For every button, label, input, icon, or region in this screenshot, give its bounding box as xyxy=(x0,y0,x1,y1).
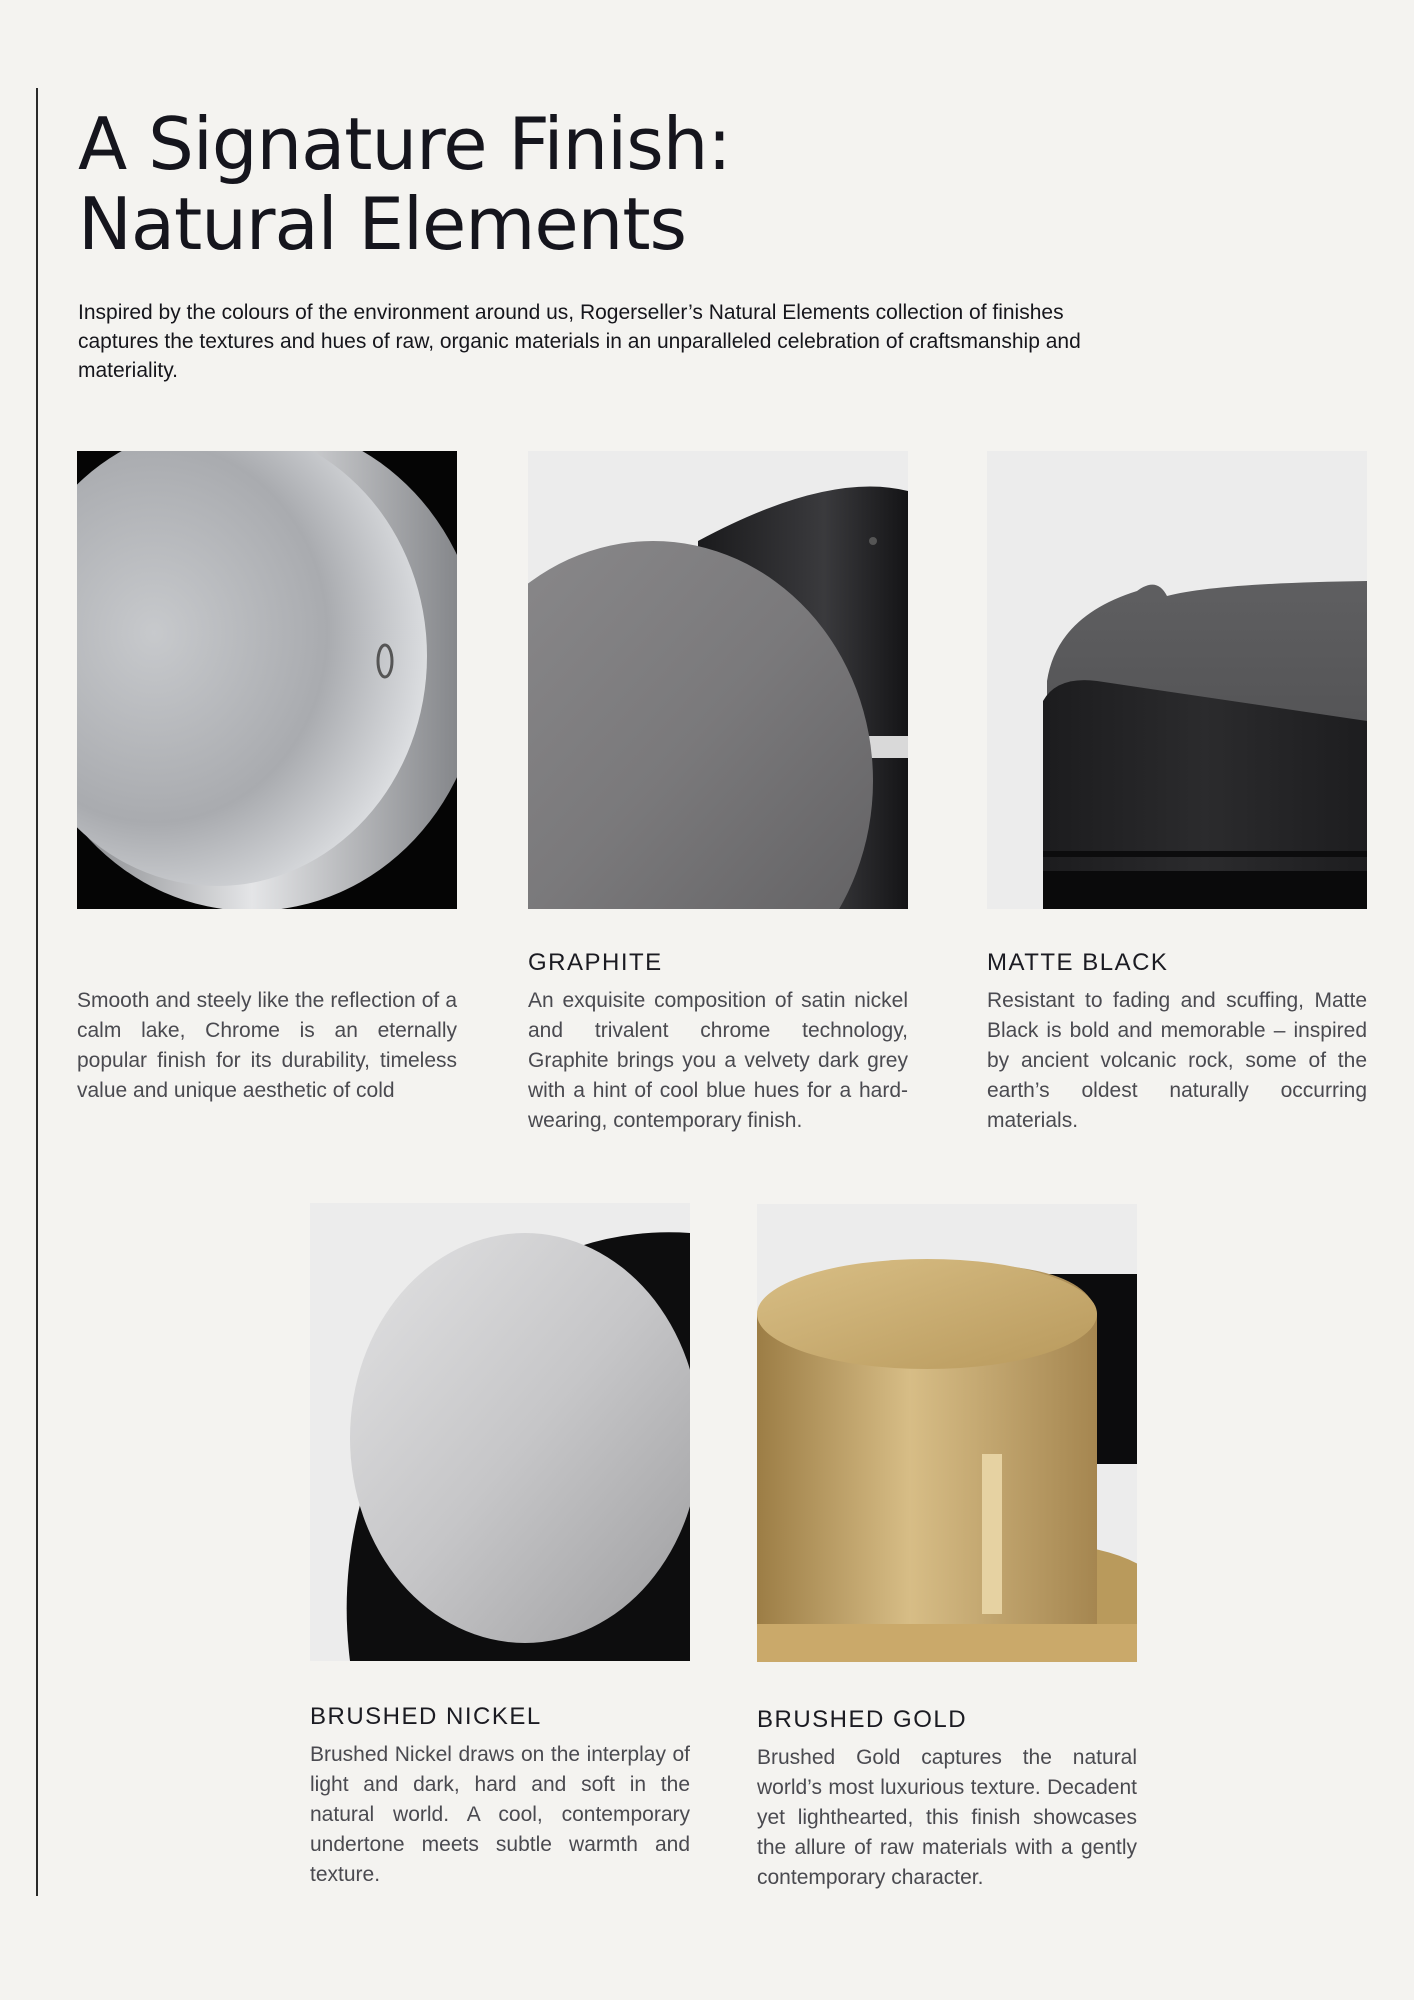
chrome-finish-image xyxy=(77,451,457,909)
finish-card-matte-black xyxy=(987,451,1367,1131)
chrome-description: Smooth and steely like the reflection of a calm lake, Chrome is an eternally popular finish for its durability, timeless value and unique aesthetic of cold xyxy=(77,989,457,1102)
matte-black-description: Resistant to fading and scuffing, Matte Black is bold and memorable – inspired by ancient volcanic rock, some of the earth’s oldest naturally occurring materials. xyxy=(987,989,1367,1132)
page-title-line-1: A Signature Finish: xyxy=(78,102,731,186)
intro-paragraph: Inspired by the colours of the environment around us, Rogerseller’s Natural Elements collection of finishes captures the textures and hues of raw, organic materials in an unparalleled celebration of craftsmanship and materiality. xyxy=(78,301,1081,382)
graphite-title: GRAPHITE xyxy=(528,949,663,976)
finish-card-chrome xyxy=(77,451,457,1131)
left-margin-rule xyxy=(36,88,38,1896)
brushed-gold-title: BRUSHED GOLD xyxy=(757,1706,968,1733)
brushed-nickel-title: BRUSHED NICKEL xyxy=(310,1703,542,1730)
page-title-line-2: Natural Elements xyxy=(78,182,687,266)
matte-black-finish-image xyxy=(987,451,1367,909)
finish-card-brushed-nickel xyxy=(310,1203,690,1903)
brushed-nickel-description: Brushed Nickel draws on the interplay of light and dark, hard and soft in the natural world. A cool, contemporary undertone meets subtle warmth and texture. xyxy=(310,1743,690,1886)
brushed-nickel-finish-image xyxy=(310,1203,690,1661)
graphite-finish-image xyxy=(528,451,908,909)
brushed-gold-finish-image xyxy=(757,1204,1137,1662)
brushed-gold-description: Brushed Gold captures the natural world’s most luxurious texture. Decadent yet lighthearted, this finish showcases the allure of raw materials with a gently contemporary character. xyxy=(757,1746,1137,1889)
matte-black-title: MATTE BLACK xyxy=(987,949,1169,976)
finish-card-brushed-gold xyxy=(757,1204,1137,1904)
graphite-description: An exquisite composition of satin nickel and trivalent chrome technology, Graphite brings you a velvety dark grey with a hint of cool blue hues for a hard-wearing, contemporary finish. xyxy=(528,989,908,1132)
page-title xyxy=(78,104,731,264)
finish-card-graphite xyxy=(528,451,908,1131)
